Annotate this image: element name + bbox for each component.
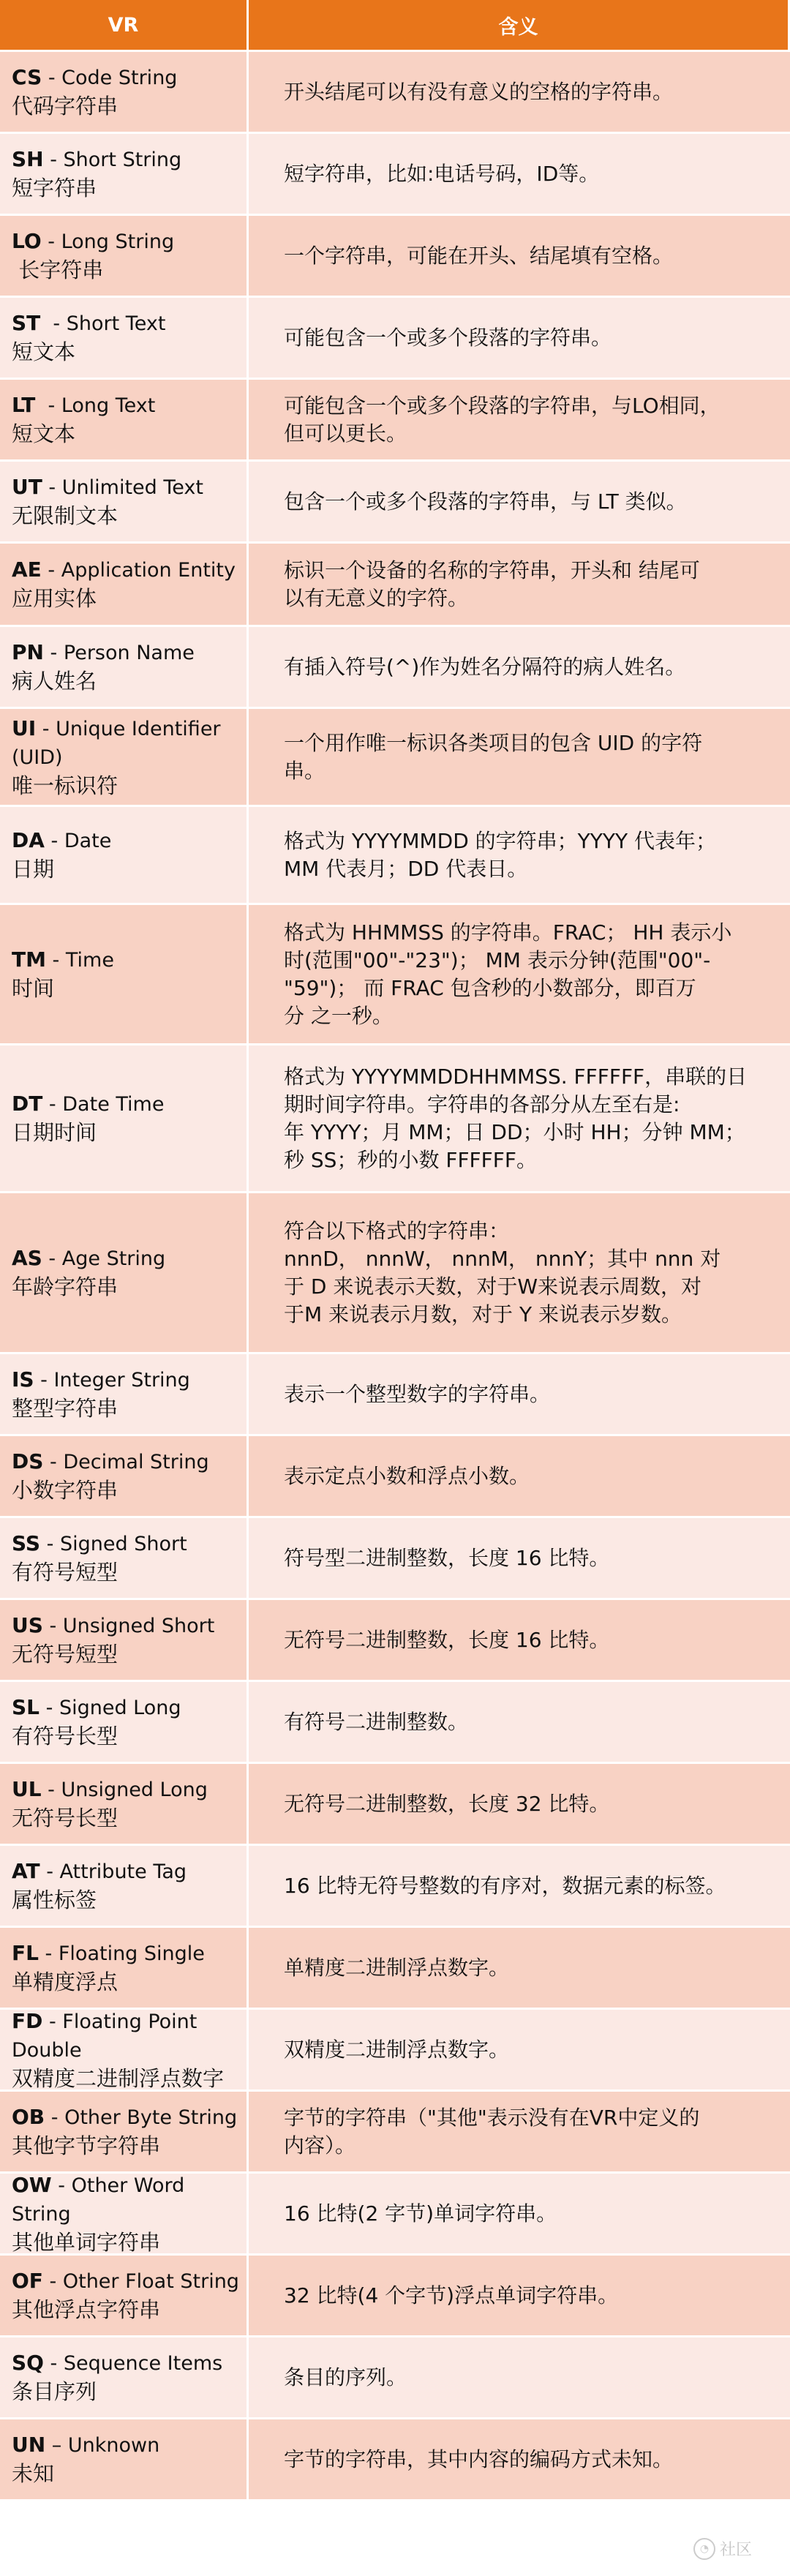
vr-cell-content [12, 1858, 187, 1914]
chat-bubble-icon: ◔ [693, 2538, 715, 2560]
vr-separator: - [42, 476, 62, 499]
meaning-text: 有符号二进制整数。 [284, 1709, 469, 1734]
vr-cell [0, 214, 249, 296]
meaning-cell [249, 132, 790, 214]
vr-chinese-name: 其他单词字符串 [12, 2229, 161, 2253]
vr-separator: - [40, 1860, 60, 1883]
meaning-text: 包含一个或多个段落的字符串，与 LT 类似。 [284, 489, 687, 514]
vr-cell-content [12, 146, 181, 202]
meaning-cell [249, 459, 790, 541]
vr-cell-content [12, 2008, 224, 2089]
vr-cell-content [12, 556, 236, 612]
vr-cell [0, 2417, 249, 2499]
vr-separator: - [42, 2010, 63, 2033]
vr-english-name: Unlimited Text [61, 476, 203, 499]
vr-cell-content [12, 1448, 209, 1504]
meaning-text: 双精度二进制浮点数字。 [284, 2037, 510, 2062]
vr-cell-content [12, 1090, 164, 1146]
vr-code: SL [12, 1695, 40, 1719]
vr-cell [0, 2008, 249, 2089]
meaning-cell [249, 2089, 790, 2171]
watermark [693, 2537, 752, 2560]
vr-english-name: Floating Single [58, 1942, 205, 1965]
vr-code: UL [12, 1777, 42, 1801]
vr-cell-content [12, 309, 165, 366]
vr-cell-content [12, 1612, 214, 1668]
vr-chinese-name: 单精度浮点 [12, 1969, 118, 1994]
vr-code: CS [12, 65, 42, 89]
vr-separator: - [42, 1247, 62, 1270]
vr-english-name: Long String [61, 230, 175, 253]
watermark-text: 社区 [720, 2541, 753, 2559]
vr-code: DT [12, 1092, 43, 1116]
vr-code: FD [12, 2008, 43, 2033]
meaning-cell [249, 707, 790, 805]
vr-chinese-name: 年龄字符串 [12, 1274, 118, 1299]
vr-code: AT [12, 1859, 40, 1883]
vr-english-name: Other Byte String [64, 2106, 238, 2129]
vr-code: OW [12, 2172, 52, 2197]
vr-separator: - [43, 642, 64, 664]
meaning-text: 可能包含一个或多个段落的字符串。 [284, 325, 612, 350]
meaning-cell [249, 903, 790, 1043]
vr-cell-content [12, 2431, 159, 2487]
vr-separator: - [42, 1615, 63, 1637]
vr-english-name: Unsigned Short [62, 1615, 215, 1637]
meaning-text: 表示一个整型数字的字符串。 [284, 1381, 551, 1406]
vr-cell [0, 1598, 249, 1680]
meaning-text: 无符号二进制整数，长度 32 比特。 [284, 1791, 610, 1816]
vr-cell [0, 1516, 249, 1598]
meaning-text: 格式为 YYYYMMDD 的字符串；YYYY 代表年； MM 代表月；DD 代表日。 [284, 828, 716, 881]
meaning-text: 开头结尾可以有没有意义的空格的字符串。 [284, 79, 674, 104]
vr-cell [0, 1926, 249, 2008]
vr-chinese-name: 短文本 [12, 339, 76, 364]
vr-english-name: Integer String [53, 1369, 190, 1392]
vr-code: PN [12, 640, 44, 664]
vr-separator: - [43, 149, 64, 171]
vr-chinese-name: 长字符串 [12, 258, 104, 282]
meaning-text: 16 比特(2 字节)单词字符串。 [284, 2201, 557, 2226]
meaning-text: 一个用作唯一标识各类项目的包含 UID 的字符 串。 [284, 730, 703, 783]
vr-separator: - [40, 1697, 59, 1719]
vr-cell [0, 459, 249, 541]
vr-cell [0, 2171, 249, 2253]
meaning-text: 无符号二进制整数，长度 16 比特。 [284, 1627, 610, 1652]
vr-english-name: Long Text [61, 394, 156, 417]
vr-separator: - [41, 230, 61, 253]
vr-english-name: Age String [61, 1247, 166, 1270]
meaning-cell [249, 2253, 790, 2335]
vr-cell-content [12, 1776, 208, 1832]
vr-english-name: Unknown [67, 2434, 160, 2457]
meaning-text: 可能包含一个或多个段落的字符串，与LO相同， 但可以更长。 [284, 393, 721, 446]
vr-separator: – [45, 2434, 68, 2457]
meaning-cell [249, 541, 790, 625]
meaning-text: 字节的字符串，其中内容的编码方式未知。 [284, 2447, 674, 2471]
vr-cell [0, 378, 249, 459]
meaning-cell [249, 2008, 790, 2089]
vr-english-name: Date Time [62, 1093, 165, 1116]
vr-chinese-name: 双精度二进制浮点数字 [12, 2065, 225, 2089]
vr-code: TM [12, 947, 46, 972]
meaning-text: 条目的序列。 [284, 2365, 407, 2389]
vr-cell-content [12, 2267, 239, 2324]
vr-chinese-name: 短文本 [12, 421, 76, 446]
vr-english-name: Code String [61, 67, 178, 89]
vr-cell-content [12, 391, 155, 448]
vr-cell [0, 903, 249, 1043]
vr-chinese-name: 病人姓名 [12, 669, 97, 694]
vr-code: DA [12, 828, 45, 852]
vr-chinese-name: 有符号长型 [12, 1724, 118, 1749]
vr-english-name: Other Float String [62, 2270, 239, 2293]
meaning-cell [249, 2335, 790, 2417]
meaning-text: 单精度二进制浮点数字。 [284, 1955, 510, 1980]
meaning-cell [249, 1043, 790, 1191]
vr-chinese-name: 其他浮点字符串 [12, 2297, 161, 2322]
vr-code: UN [12, 2433, 46, 2457]
meaning-cell [249, 50, 790, 132]
vr-english-name: Attribute Tag [59, 1860, 187, 1883]
vr-code: OF [12, 2269, 43, 2293]
vr-code: AE [12, 557, 42, 582]
vr-separator: - [45, 949, 66, 972]
vr-separator: - [34, 1369, 54, 1392]
vr-english-name: Signed Long [59, 1697, 181, 1719]
vr-english-name: Floating Point Double [12, 2010, 198, 2062]
vr-chinese-name: 唯一标识符 [12, 773, 118, 798]
vr-separator: - [41, 1779, 61, 1801]
meaning-text: 32 比特(4 个字节)浮点单词字符串。 [284, 2283, 619, 2307]
meaning-cell [249, 2417, 790, 2499]
vr-cell-content [12, 2171, 241, 2253]
vr-chinese-name: 条目序列 [12, 2379, 97, 2404]
meaning-text: 标识一个设备的名称的字符串，开头和 结尾可 以有无意义的字符。 [284, 557, 700, 610]
meaning-cell [249, 296, 790, 378]
vr-english-name: Person Name [63, 642, 195, 664]
vr-chinese-name: 未知 [12, 2461, 55, 2486]
vr-separator: - [42, 67, 62, 89]
vr-chinese-name: 时间 [12, 976, 55, 1001]
vr-cell [0, 1191, 249, 1352]
vr-separator: - [41, 559, 61, 582]
vr-code: LO [12, 229, 42, 253]
vr-cell [0, 1680, 249, 1762]
vr-cell [0, 2335, 249, 2417]
vr-chinese-name: 小数字符串 [12, 1478, 118, 1503]
vr-separator: - [40, 1533, 60, 1555]
vr-separator: - [51, 2174, 72, 2197]
vr-cell-content [12, 1366, 190, 1422]
meaning-text: 字节的字符串（"其他"表示没有在VR中定义的 内容）。 [284, 2105, 700, 2158]
vr-chinese-name: 无限制文本 [12, 503, 118, 528]
vr-cell [0, 132, 249, 214]
vr-english-name: Unsigned Long [61, 1779, 208, 1801]
vr-code: SQ [12, 2351, 44, 2375]
vr-chinese-name: 属性标签 [12, 1888, 97, 1912]
meaning-cell [249, 1191, 790, 1352]
vr-separator: - [43, 1451, 64, 1473]
vr-cell [0, 1434, 249, 1516]
vr-cell [0, 805, 249, 903]
vr-chinese-name: 代码字符串 [12, 94, 118, 119]
vr-cell-content [12, 1939, 205, 1996]
vr-cell-content [12, 715, 221, 800]
meaning-cell [249, 1680, 790, 1762]
vr-separator: - [40, 312, 67, 335]
vr-chinese-name: 应用实体 [12, 586, 97, 611]
vr-code: OB [12, 2105, 45, 2129]
meaning-text: 16 比特无符号整数的有序对，数据元素的标签。 [284, 1873, 726, 1898]
vr-cell [0, 2089, 249, 2171]
meaning-cell [249, 1434, 790, 1516]
vr-chinese-name: 无符号长型 [12, 1806, 118, 1830]
vr-cell [0, 1762, 249, 1844]
vr-separator: - [42, 1093, 63, 1116]
vr-english-name: Short String [63, 149, 182, 171]
vr-code: IS [12, 1367, 34, 1392]
meaning-cell [249, 1598, 790, 1680]
meaning-text: 一个字符串，可能在开头、结尾填有空格。 [284, 243, 674, 268]
meaning-text: 符号型二进制整数，长度 16 比特。 [284, 1545, 610, 1570]
meaning-text: 有插入符号(^)作为姓名分隔符的病人姓名。 [284, 654, 686, 679]
vr-code: AS [12, 1246, 42, 1270]
vr-english-name: Application Entity [61, 559, 236, 582]
vr-code: ST [12, 311, 41, 335]
vr-cell-content [12, 1694, 181, 1750]
vr-english-name: Signed Short [60, 1533, 187, 1555]
vr-code: SS [12, 1531, 41, 1555]
vr-code: UI [12, 716, 37, 740]
vr-separator: - [43, 2352, 64, 2375]
vr-cell [0, 1043, 249, 1191]
meaning-cell [249, 1762, 790, 1844]
vr-english-name: Decimal String [63, 1451, 209, 1473]
meaning-text: 短字符串，比如:电话号码，ID等。 [284, 161, 600, 186]
meaning-cell [249, 1926, 790, 2008]
vr-separator: - [45, 2106, 65, 2129]
header-meaning: 含义 [249, 0, 790, 50]
vr-english-name: Other Word String [12, 2174, 185, 2226]
meaning-cell [249, 378, 790, 459]
meaning-text: 表示定点小数和浮点小数。 [284, 1463, 530, 1488]
vr-chinese-name: 日期 [12, 857, 55, 882]
vr-cell-content [12, 228, 174, 284]
meaning-cell [249, 2171, 790, 2253]
vr-english-name: Sequence Items [63, 2352, 223, 2375]
vr-cell [0, 1844, 249, 1926]
vr-chinese-name: 其他字节字符串 [12, 2133, 161, 2158]
meaning-cell [249, 805, 790, 903]
vr-english-name: Time [65, 949, 114, 972]
vr-code: DS [12, 1449, 44, 1473]
vr-chinese-name: 无符号短型 [12, 1642, 118, 1667]
vr-cell [0, 296, 249, 378]
vr-english-name: Short Text [66, 312, 166, 335]
header-vr: VR [0, 0, 249, 50]
vr-cell-content [12, 2103, 237, 2160]
vr-cell-content [12, 64, 177, 120]
meaning-cell [249, 1516, 790, 1598]
vr-separator: - [36, 717, 56, 740]
meaning-cell [249, 1844, 790, 1926]
vr-code: FL [12, 1941, 39, 1965]
vr-cell-content [12, 2349, 222, 2406]
vr-separator: - [35, 394, 61, 417]
vr-cell-content [12, 473, 203, 530]
vr-chinese-name: 有符号短型 [12, 1560, 118, 1585]
vr-cell-content [12, 1530, 187, 1586]
meaning-text: 符合以下格式的字符串： nnnD， nnnW， nnnM， nnnY；其中 nnn 对 于 D 来说表示天数，对于W来说表示周数，对 于M 来说表示月数，对于 Y 来说表示岁数。 [284, 1218, 721, 1326]
vr-code: SH [12, 147, 44, 171]
vr-code: US [12, 1613, 43, 1637]
vr-cell [0, 1352, 249, 1434]
vr-cell [0, 707, 249, 805]
vr-code: LT [12, 393, 36, 417]
meaning-cell [249, 1352, 790, 1434]
vr-cell-content [12, 946, 114, 1002]
vr-chinese-name: 日期时间 [12, 1120, 97, 1145]
meaning-text: 格式为 HHMMSS 的字符串。FRAC； HH 表示小 时(范围"00"-"23")； MM 表示分钟(范围"00"- "59")； 而 FRAC 包含秒的小数部分，即百万 分 之一秒。 [284, 920, 732, 1028]
vr-cell-content [12, 639, 195, 695]
vr-separator: - [44, 830, 64, 852]
vr-cell [0, 625, 249, 707]
vr-chinese-name: 短字符串 [12, 176, 97, 200]
vr-cell [0, 50, 249, 132]
vr-cell-content [12, 827, 111, 883]
vr-english-name: Unique Identifier (UID) [12, 717, 221, 769]
meaning-cell [249, 625, 790, 707]
vr-cell [0, 541, 249, 625]
vr-cell-content [12, 1244, 165, 1301]
vr-cell [0, 2253, 249, 2335]
vr-chinese-name: 整型字符串 [12, 1396, 118, 1421]
vr-separator: - [38, 1942, 59, 1965]
vr-english-name: Date [64, 830, 112, 852]
vr-code: UT [12, 475, 42, 499]
meaning-cell [249, 214, 790, 296]
meaning-text: 格式为 YYYYMMDDHHMMSS. FFFFFF，串联的日 期时间字符串。字符串的各部分从左至右是: 年 YYYY；月 MM；日 DD；小时 HH；分钟 MM； 秒 SS；秒的小数 FFFFFF。 [284, 1064, 748, 1172]
vr-separator: - [42, 2270, 63, 2293]
